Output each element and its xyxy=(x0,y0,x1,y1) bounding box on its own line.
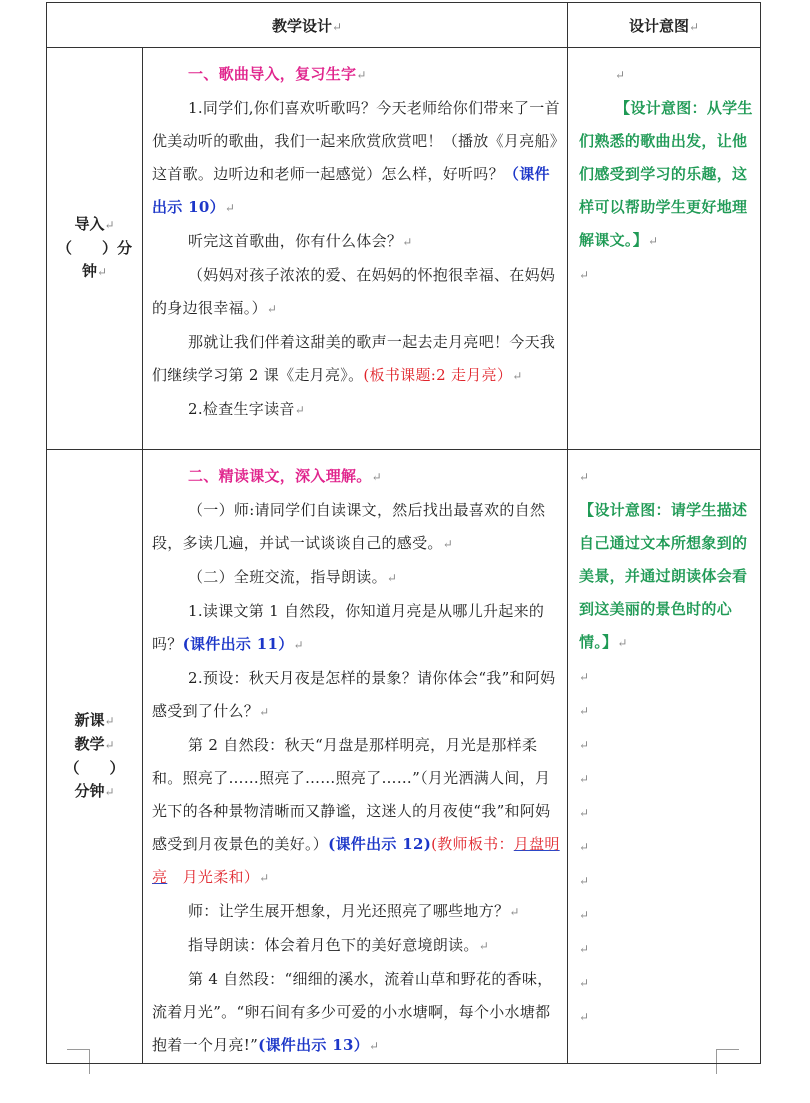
paragraph: ↵ xyxy=(579,942,590,956)
paragraph: 那就让我们伴着这甜美的歌声一起去走月亮吧！今天我们继续学习第 2 课《走月亮》。(板书课题:2 走月亮）↵ xyxy=(152,333,556,384)
paragraph: ↵ xyxy=(579,738,590,752)
intent-text: 【设计意图：请学生描述自己通过文本所想象到的美景，并通过朗读体会看到这美丽的景色时的心情。】↵ xyxy=(579,501,748,651)
paragraph: ↵ xyxy=(579,806,590,820)
design-cell-new-lesson xyxy=(143,450,568,1064)
paragraph: 1.读课文第 1 自然段，你知道月亮是从哪儿升起来的吗？(课件出示 11）↵ xyxy=(152,602,545,653)
lesson-plan-table xyxy=(46,2,761,1064)
phase-new-line: （ ） xyxy=(64,759,125,777)
section-title: 二、精读课文，深入理解。↵ xyxy=(188,467,382,485)
paragraph: ↵ xyxy=(579,874,590,888)
paragraph: 指导朗读：体会着月色下的美好意境朗读。↵ xyxy=(188,936,490,954)
phase-intro-line: 钟↵ xyxy=(81,262,108,280)
paragraph: 第 2 自然段：秋天“月盘是那样明亮，月光是那样柔和。照亮了……照亮了……照亮了……”（月光洒满人间，月光下的各种景物清晰而又静谧，这迷人的月夜使“我”和阿妈感受到月夜景色的美好。）(课件出示 12)(教师板书：月盘明亮 月光柔和）↵ xyxy=(152,736,560,886)
paragraph: ↵ xyxy=(579,772,590,786)
paragraph: ↵ xyxy=(579,670,590,684)
phase-intro-line: 导入↵ xyxy=(74,215,115,233)
header-row xyxy=(47,3,761,48)
section-intro-row xyxy=(47,48,761,450)
paragraph: 2.检查生字读音↵ xyxy=(188,400,306,418)
phase-intro-line: （ ）分 xyxy=(56,239,132,257)
intent-text: 【设计意图：从学生们熟悉的歌曲出发，让他们感受到学习的乐趣，这样可以帮助学生更好地理解课文。】↵ xyxy=(579,99,753,249)
header-design: 教学设计↵ xyxy=(47,3,568,48)
paragraph: ↵ xyxy=(579,470,590,484)
paragraph: 听完这首歌曲，你有什么体会？↵ xyxy=(188,232,413,250)
section-new-lesson-row xyxy=(47,450,761,1064)
phase-new-line: 教学↵ xyxy=(74,735,115,753)
paragraph: 1.同学们,你们喜欢听歌吗？今天老师给你们带来了一首优美动听的歌曲，我们一起来欣赏欣赏吧！（播放《月亮船》这首歌。边听边和老师一起感觉）怎么样，好听吗？（课件出示 10）↵ xyxy=(152,99,560,216)
phase-intro xyxy=(47,48,143,450)
paragraph: ↵ xyxy=(579,976,590,990)
paragraph: 师：让学生展开想象，月光还照亮了哪些地方？↵ xyxy=(188,902,520,920)
paragraph: ↵ xyxy=(579,840,590,854)
design-cell-intro xyxy=(143,48,568,450)
header-intent: 设计意图↵ xyxy=(568,3,761,48)
paragraph: （一）师:请同学们自读课文，然后找出最喜欢的自然段，多读几遍，并试一试谈谈自己的感受。↵ xyxy=(152,501,546,552)
paragraph: ↵ xyxy=(579,704,590,718)
paragraph: 2.预设：秋天月夜是怎样的景象？请你体会“我”和阿妈感受到了什么？↵ xyxy=(152,669,556,720)
phase-new-lesson xyxy=(47,450,143,1064)
phase-new-line: 分钟↵ xyxy=(74,782,115,800)
intent-cell-intro xyxy=(568,48,761,450)
paragraph: （妈妈对孩子浓浓的爱、在妈妈的怀抱很幸福、在妈妈的身边很幸福。）↵ xyxy=(152,266,556,317)
phase-new-line: 新课↵ xyxy=(74,711,115,729)
intent-cell-new-lesson xyxy=(568,450,761,1064)
paragraph: （二）全班交流，指导朗读。↵ xyxy=(188,568,398,586)
paragraph: ↵ xyxy=(579,908,590,922)
paragraph: 第 4 自然段：“细细的溪水，流着山草和野花的香味，流着月光”。“卵石间有多少可爱的小水塘啊，每个小水塘都抱着一个月亮!”(课件出示 13）↵ xyxy=(152,970,553,1054)
section-title: 一、歌曲导入，复习生字↵ xyxy=(188,65,367,83)
paragraph: ↵ xyxy=(579,268,590,282)
paragraph: ↵ xyxy=(579,1010,590,1024)
paragraph: ↵ xyxy=(615,68,626,82)
